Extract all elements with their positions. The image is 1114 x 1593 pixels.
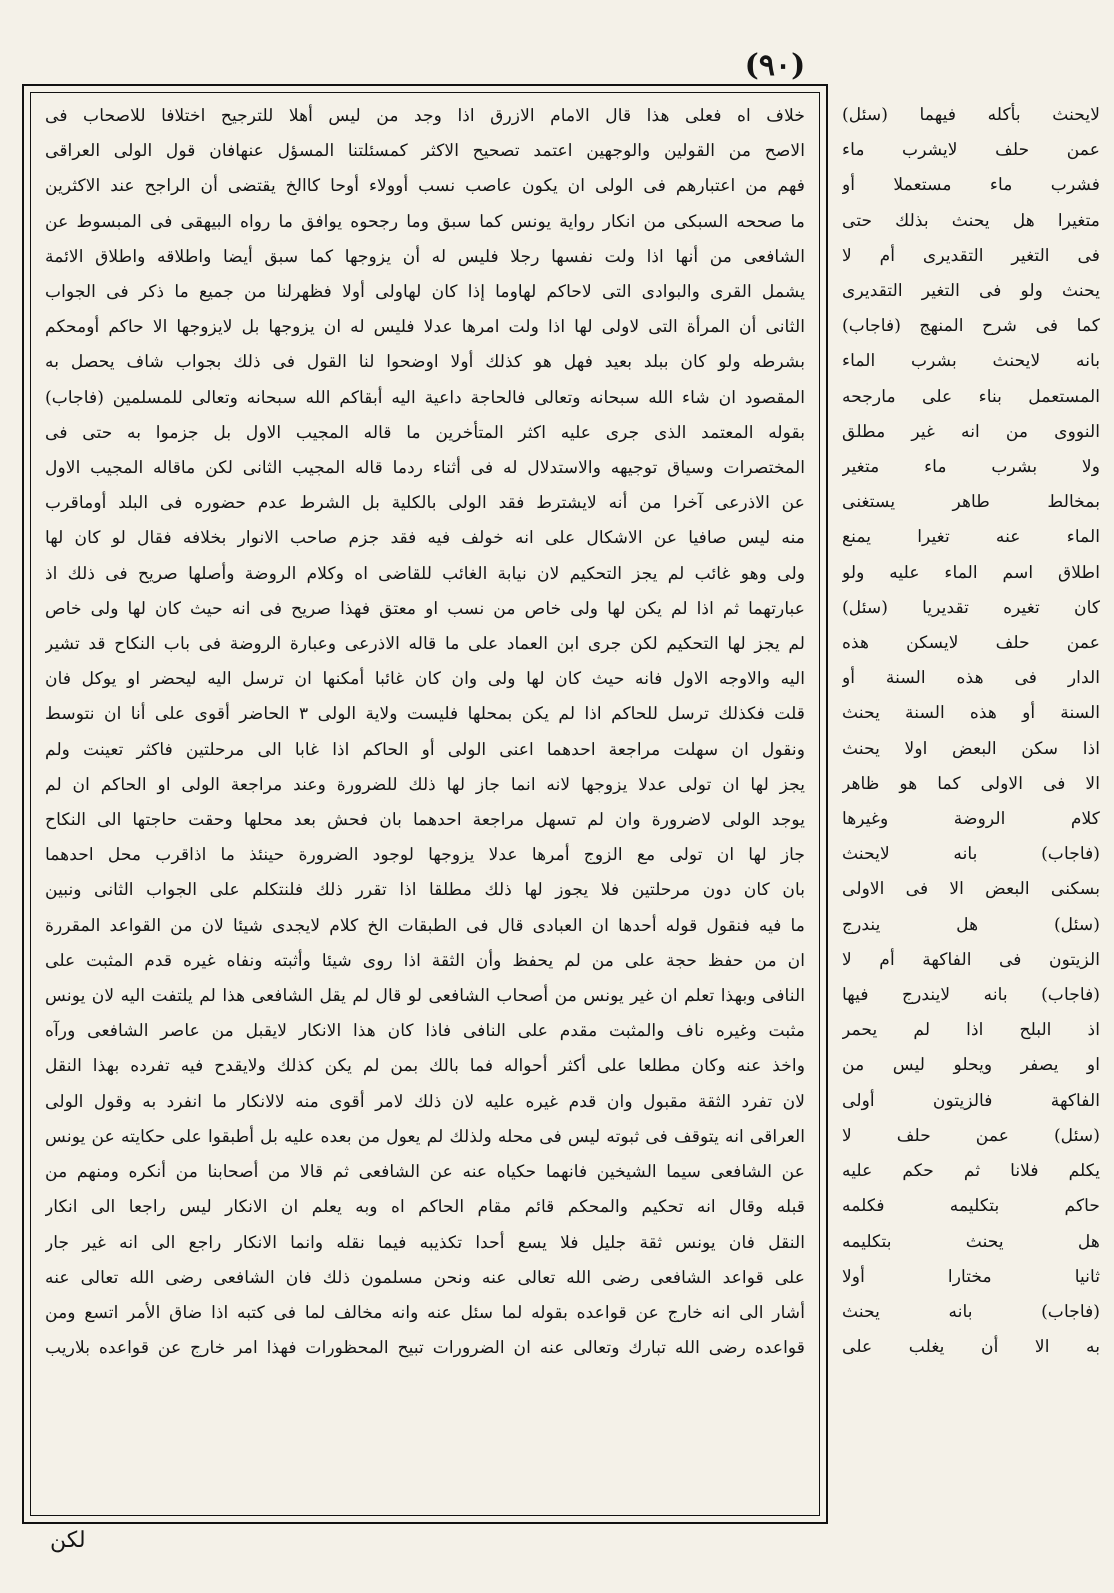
main-text-line: منه ليس صافيا عن الاشكال على انه خولف فيه فقد جزم صاحب الانوار بخلافه فقال لو كان لها [45, 528, 805, 549]
margin-text-line: المستعمل بناء على مارجحه [842, 386, 1100, 407]
main-text-line: يجز لها ان تولى عدلا يزوجها لانه انما جاز لها ذلك للضرورة وعند مراجعة الولى او الحاكم ان لم [45, 774, 805, 795]
margin-text-line: بمخالط طاهر يستغنى [842, 492, 1100, 513]
margin-text-line: يحنث ولو فى التغير التقديرى [842, 281, 1100, 302]
main-text-line: النافى وبهذا تعلم ان غير يونس من أصحاب الشافعى لو قال لم يقل الشافعى هذا لم يلتفت اليه لان يونس [45, 986, 805, 1007]
main-text-line: ولى وهو غائب لم يجز التحكيم لان نيابة الغائب للقاضى اه وكلام الروضة وأصلها صريح فى ذلك اذ [45, 563, 805, 584]
margin-text-line: ولا بشرب ماء متغير [842, 457, 1100, 478]
main-text-line: يشمل القرى والبوادى التى لاحاكم لهاوما إذا كان لهاولى أولا فظهرلنا من جميع ما ذكر فى الجواب [45, 282, 805, 303]
margin-text-line: متغيرا هل يحنث بذلك حتى [842, 210, 1100, 231]
margin-text-line: هل يحنث بتكليمه [842, 1231, 1100, 1252]
margin-text-line: اطلاق اسم الماء عليه ولو [842, 562, 1100, 583]
main-text-line: بان كان دون مرحلتين فلا يجوز لها ذلك مطلقا اذا تقرر ذلك فلنتكلم على الجواب الثانى ونبين [45, 880, 805, 901]
main-text-line: عبارتهما ثم اذا لم يكن لها ولى خاص من نسب او معتق فهذا صريح فى انه حيث كان لها ولى خاص [45, 598, 805, 619]
margin-text-line: اذا سكن البعض اولا يحنث [842, 738, 1100, 759]
main-text-line: الشافعى من أنها اذا ولت نفسها رجلا فليس له أن يزوجها كما سبق أيضا واطلاقه واطلاق الائمة [45, 246, 805, 267]
main-text-line: قلت فكذلك ترسل للحاكم اذا لم يكن بمحلها فليست ولاية الولى ٣ الحاضر أقوى على أنا ان نتوسط [45, 704, 805, 725]
main-text-line: واخذ عنه وكان مطلعا على أكثر أحواله فما بالك بمن لم يكن كذلك ولايقدح فيه تفرده بهذا النقل [45, 1056, 805, 1077]
margin-text-line: او يصفر ويحلو ليس من [842, 1055, 1100, 1076]
main-text-line: لان تفرد الثقة مقبول وان قدم غيره عليه لان ذلك لامر أقوى منه لالانكار ما انفرد به وقول الولى [45, 1091, 805, 1112]
margin-text-line: الدار فى هذه السنة أو [842, 668, 1100, 689]
margin-commentary-body [842, 98, 1100, 1365]
main-text-line: النقل فان يونس ثقة جليل فلا يسع أحدا تكذيبه فيما نقله وانما الانكار راجع الى انه غير جار [45, 1232, 805, 1253]
main-text-line: الاصح من القولين والوجهين اعتمد تصحيح الاكثر كمسئلتنا المسؤل عنهافان قول الولى العراقى [45, 141, 805, 162]
margin-text-line: النووى من انه غير مطلق [842, 421, 1100, 442]
main-text-line: قواعده رضى الله تبارك وتعالى عنه ان الضرورات تبيح المحظورات فهذا امر خارج عن قواعده بلاريب [45, 1338, 805, 1359]
margin-text-line: (سئل) هل يندرج [842, 914, 1100, 935]
main-text-line: ما صححه السبكى من انكار رواية يونس كما سبق وما رجحوه يوافق ما رواه البيهقى فى المبسوط عن [45, 211, 805, 232]
margin-text-line: لايحنث بأكله فيهما (سئل) [842, 105, 1100, 125]
main-text-line: ونقول ان سهلت مراجعة احدهما اعنى الولى أو الحاكم اذا غابا الى مرحلتين فاكثر تعينت ولم [45, 739, 805, 760]
margin-text-line: كلام الروضة وغيرها [842, 809, 1100, 830]
main-text-line: يوجد الولى لاضرورة وان لم تسهل مراجعة احدهما بان فحش بعد محلها وحقت حاجتها الى النكاح [45, 810, 805, 831]
margin-text-line: الفاكهة فالزيتون أولى [842, 1090, 1100, 1111]
main-text-line: الثانى أن المرأة التى لاولى لها اذا ولت امرها عدلا فليس له ان يزوجها بل لايزوجها الا حاكم أومحكم [45, 317, 805, 338]
main-text-line: بقوله المعتمد الذى جرى عليه اكثر المتأخرين ما قاله المجيب الاول بل جزموا به حتى فى [45, 422, 805, 443]
margin-text-line: يكلم فلانا ثم حكم عليه [842, 1161, 1100, 1182]
margin-text-line: (فاجاب) بانه لايندرج فيها [842, 985, 1100, 1006]
main-text-line: المقصود ان شاء الله سبحانه وتعالى فالحاجة داعية اليه أبقاكم الله سبحانه وتعالى للمسلمين (فاجاب) [45, 387, 805, 408]
main-text-line: المختصرات وسياق توجيهه والاستدلال له فى أثناء ردما قاله المجيب الثانى لكن ماقاله المجيب الاول [45, 458, 805, 479]
main-text-line: العراقى انه يتوقف فى ثبوته ليس فى محله ولذلك لم يعول من بعده عليه بل أطبقوا على حكايته عن يونس [45, 1126, 805, 1147]
main-text-inner-border [30, 92, 820, 1516]
main-text-line: عن الاذرعى آخرا من أنه لايشترط فقد الولى بالكلية بل الشرط عدم حضوره فى البلد أوماقرب [45, 493, 805, 514]
main-text-line: جاز لها ان تولى مع الزوج أمرها عدلا يزوجها لوجود الضرورة حينئذ ما اذاقرب محل احدهما [45, 845, 805, 866]
main-text-line: بشرطه ولو كان ببلد بعيد فهل هو كذلك أولا اوضحوا لنا القول فى ذلك بجواب شاف يحصل به [45, 352, 805, 373]
main-text-line: عن الشافعى سيما الشيخين فانهما حكياه عنه عن الشافعى ثم قالا من أصحابنا من أنكره ومنهم من [45, 1162, 805, 1183]
margin-text-line: عمن حلف لايسكن هذه [842, 633, 1100, 654]
main-text-frame [22, 84, 828, 1524]
main-text-line: على قواعد الشافعى رضى الله تعالى عنه ونحن مسلمون ذلك فان الشافعى رضى الله تعالى عنه [45, 1267, 805, 1288]
margin-text-line: الماء عنه تغيرا يمنع [842, 527, 1100, 548]
margin-text-line: به الا أن يغلب على [842, 1337, 1100, 1358]
margin-text-line: فشرب ماء مستعملا أو [842, 175, 1100, 196]
main-text-line: ان من حفظ حجة على من لم يحفظ وأن الثقة اذا روى شيئا وأثبته ونفاه غيره قدم المثبت على [45, 950, 805, 971]
page-number: (٩٠) [744, 48, 806, 83]
margin-text-line: ثانيا مختارا أولا [842, 1266, 1100, 1287]
main-text-line: قبله وقال انه تحكيم والمحكم قائم مقام الحاكم اه وبه يعلم ان الانكار ليس راجعا الى انكار [45, 1197, 805, 1218]
main-text-line: لم يجز لها التحكيم لكن جرى ابن العماد على ما قاله الاذرعى وعبارة الروضة فى باب النكاح قد تشير [45, 634, 805, 655]
main-text-line: أشار الى انه خارج عن قواعده بقوله لما سئل عنه وانه مخالف لما فى كتبه اذا ضاق الأمر اتسع ومن [45, 1302, 805, 1323]
margin-text-line: عمن حلف لايشرب ماء [842, 140, 1100, 161]
margin-text-line: بانه لايحنث بشرب الماء [842, 351, 1100, 372]
margin-text-line: (فاجاب) بانه لايحنث [842, 844, 1100, 865]
margin-commentary [842, 98, 1100, 1518]
main-text-line: فهم من اعتبارهم فى الولى ان يكون عاصب نسب أوولاء أوحا كاالخ يقتضى أن الراجح عند الاكثرين [45, 176, 805, 197]
main-text-line: مثبت وغيره ناف والمثبت مقدم على النافى فاذا كان هذا الانكار لايقبل من عاصر الشافعى ورآه [45, 1021, 805, 1042]
main-text-line: خلاف اه فعلى هذا قال الامام الازرق اذا وجد من ليس أهلا للترجيح اختلافا للاصحاب فى [45, 106, 805, 126]
margin-text-line: السنة أو هذه السنة يحنث [842, 703, 1100, 724]
main-text-line: ما فيه فنقول قوله أحدها ان العبادى قال فى الطبقات الخ كلام لايجدى شيئا لان من القواعد المقررة [45, 915, 805, 936]
margin-text-line: (سئل) عمن حلف لا [842, 1125, 1100, 1146]
margin-text-line: (فاجاب) بانه يحنث [842, 1301, 1100, 1322]
margin-text-line: فى التغير التقديرى أم لا [842, 245, 1100, 266]
margin-text-line: الا فى الاولى كما هو ظاهر [842, 773, 1100, 794]
margin-text-line: كما فى شرح المنهج (فاجاب) [842, 316, 1100, 337]
catchword: لكن [50, 1528, 86, 1553]
margin-text-line: اذ البلح اذا لم يحمر [842, 1020, 1100, 1041]
margin-text-line: كان تغيره تقديريا (سئل) [842, 597, 1100, 618]
margin-text-line: بسكنى البعض الا فى الاولى [842, 879, 1100, 900]
main-text-body [45, 99, 805, 1366]
main-text-line: اليه والاوجه الاول فانه حيث كان لها ولى وان كان غائبا أمكنها ان ترسل اليه ليحضر او يوكل فان [45, 669, 805, 690]
margin-text-line: حاكم بتكليمه فكلمه [842, 1196, 1100, 1217]
margin-text-line: الزيتون فى الفاكهة أم لا [842, 949, 1100, 970]
